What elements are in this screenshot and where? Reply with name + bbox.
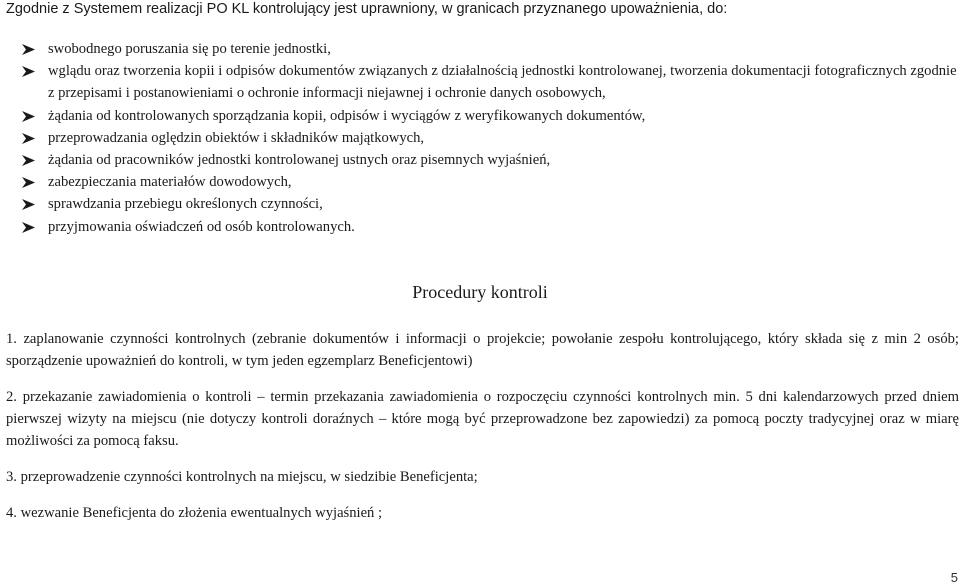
list-item-text: swobodnego poruszania się po terenie jednostki, (48, 41, 331, 57)
list-item (22, 171, 957, 193)
procedure-step (6, 328, 959, 372)
section-heading (0, 281, 960, 303)
arrow-bullet-icon (22, 155, 35, 166)
arrow-bullet-icon (22, 111, 35, 122)
list-item (22, 193, 957, 215)
list-item (22, 149, 957, 171)
list-item (22, 38, 957, 60)
list-item-text: przyjmowania oświadczeń od osób kontrolowanych. (48, 218, 355, 235)
permissions-list (22, 38, 957, 238)
procedure-steps (6, 328, 959, 538)
procedure-step (6, 386, 959, 452)
procedure-step (6, 502, 959, 524)
arrow-bullet-icon (22, 66, 35, 77)
arrow-bullet-icon (22, 133, 35, 144)
arrow-bullet-icon (22, 222, 35, 233)
step-text: zaplanowanie czynności kontrolnych (zebranie dokumentów i informacji o projekcie; powołanie zespołu kontrolującego, który składa się z min 2 osób; sporządzenie upoważnień do kontroli, w tym jeden egzemplarz Beneficjentowi) (6, 331, 959, 369)
step-number: 2. (6, 389, 17, 405)
list-item (22, 127, 957, 149)
list-item (22, 216, 957, 238)
intro-paragraph: Zgodnie z Systemem realizacji PO KL kontrolujący jest uprawniony, w granicach przyznanego upoważnienia, do: (6, 1, 728, 17)
step-text: wezwanie Beneficjenta do złożenia ewentualnych wyjaśnień ; (20, 505, 383, 521)
step-text: przekazanie zawiadomienia o kontroli – termin przekazania zawiadomienia o rozpoczęciu czynności kontrolnych min. 5 dni kalendarzowych przed dniem pierwszej wizyty na miejscu (nie dotyczy kontroli doraźnych – które mogą być przeprowadzone bez zapowiedzi) za pomocą poczty tradycyjnej oraz w miarę możliwości za pomocą faksu. (6, 389, 959, 449)
list-item-text: wglądu oraz tworzenia kopii i odpisów dokumentów związanych z działalnością jednostki kontrolowanej, tworzenia dokumentacji fotograficznych zgodnie z przepisami i postanowieniami o ochronie informacji niejawnej i ochronie danych osobowych, (48, 63, 957, 102)
arrow-bullet-icon (22, 199, 35, 210)
list-item-text: sprawdzania przebiegu określonych czynności, (48, 196, 323, 213)
list-item (22, 105, 957, 127)
procedure-step (6, 466, 959, 488)
step-number: 4. (6, 505, 17, 521)
step-text: przeprowadzenie czynności kontrolnych na miejscu, w siedzibie Beneficjenta; (20, 469, 478, 485)
section-heading-text: Procedury kontroli (412, 282, 548, 302)
list-item-text: żądania od kontrolowanych sporządzania kopii, odpisów i wyciągów z weryfikowanych dokumentów, (48, 107, 646, 124)
list-item-text: żądania od pracowników jednostki kontrolowanej ustnych oraz pisemnych wyjaśnień, (48, 152, 551, 169)
step-number: 1. (6, 331, 17, 347)
page-number: 5 (950, 570, 958, 585)
list-item (22, 60, 957, 104)
list-item-text: przeprowadzania oględzin obiektów i składników majątkowych, (48, 129, 425, 146)
step-number: 3. (6, 469, 17, 485)
arrow-bullet-icon (22, 177, 35, 188)
list-item-text: zabezpieczania materiałów dowodowych, (48, 174, 292, 191)
arrow-bullet-icon (22, 44, 35, 55)
